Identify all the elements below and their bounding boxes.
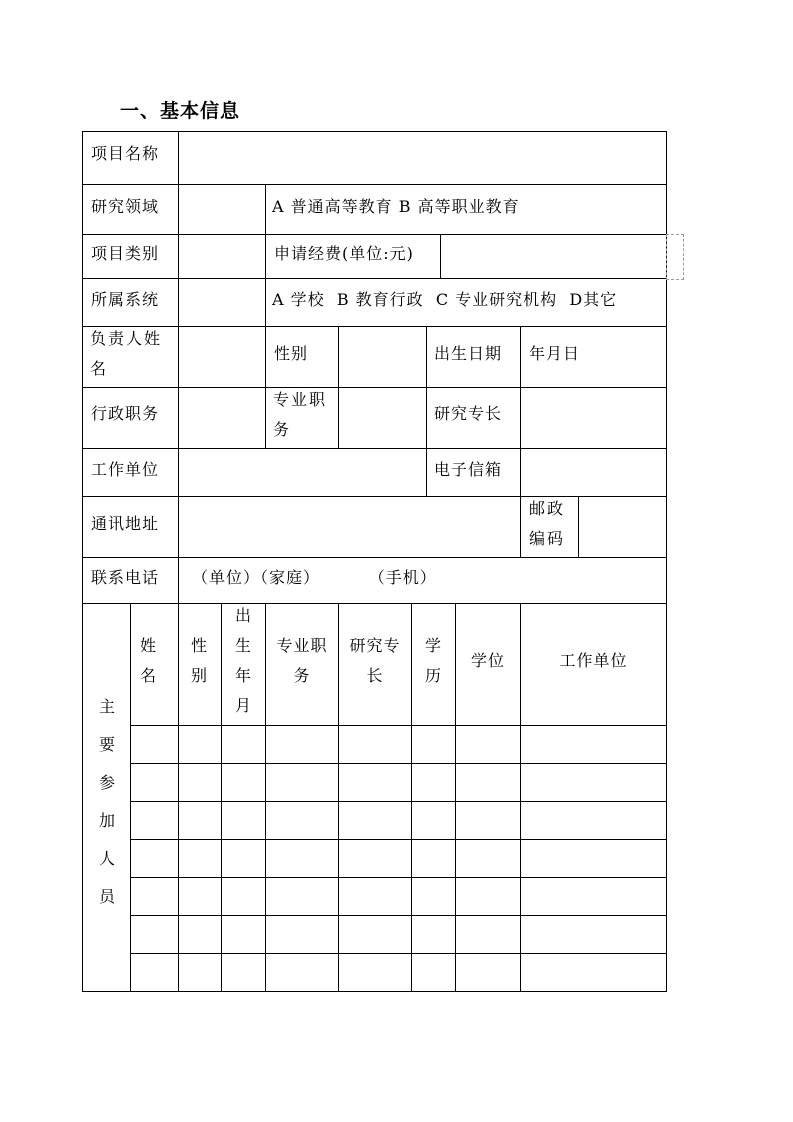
label-work-unit: 工作单位	[91, 460, 160, 479]
label-email: 电子信箱	[434, 460, 503, 479]
section-heading: 一、基本信息	[120, 100, 241, 122]
label-research-field: 研究领域	[91, 197, 160, 216]
header-gender: 性别	[190, 636, 207, 685]
research-field-options: A 普通高等教育 B 高等职业教育	[272, 197, 520, 216]
label-postcode: 邮政编码	[529, 499, 566, 548]
label-leader-name: 负责人姓名	[90, 329, 163, 378]
label-birth-date: 出生日期	[434, 344, 503, 363]
header-education: 学历	[424, 636, 441, 685]
birth-date-format: 年月日	[529, 344, 581, 363]
label-address: 通讯地址	[91, 514, 160, 533]
label-admin-post: 行政职务	[91, 404, 160, 423]
label-phone: 联系电话	[91, 568, 160, 587]
header-work-unit: 工作单位	[559, 651, 628, 670]
label-system: 所属系统	[91, 290, 160, 309]
label-project-type: 项目类别	[91, 244, 160, 263]
label-research-specialty: 研究专长	[434, 404, 503, 423]
overflow-marker	[666, 234, 684, 280]
header-birth: 出生年月	[234, 606, 251, 715]
label-project-name: 项目名称	[91, 144, 160, 163]
header-specialty: 研究专长	[349, 636, 401, 685]
header-name: 姓名	[139, 636, 156, 685]
header-degree: 学位	[470, 651, 505, 670]
members-section-label: 主要参加人员	[98, 697, 115, 906]
system-options: A 学校 B 教育行政 C 专业研究机构 D其它	[272, 290, 618, 309]
label-gender: 性别	[274, 344, 309, 363]
header-pro-title: 专业职务	[276, 636, 328, 685]
funding-label: 申请经费(单位:元)	[274, 244, 414, 263]
phone-parts: （单位）（家庭） （手机）	[192, 568, 437, 587]
label-pro-title: 专业职务	[273, 390, 328, 439]
